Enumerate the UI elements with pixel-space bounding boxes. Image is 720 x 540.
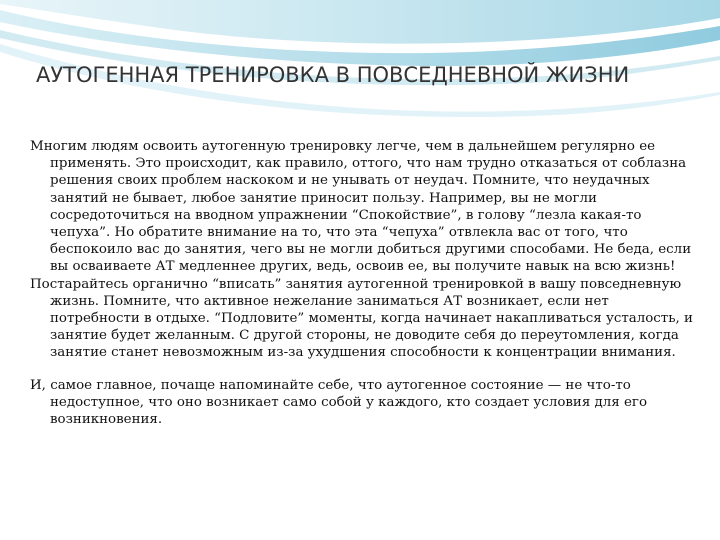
slide-body: [30, 138, 702, 428]
body-paragraph-3: И, самое главное, почаще напоминайте себе, что аутогенное состояние — не что-то недоступное, что оно возникает само собой у каждого, кто создает условия для его возникновения.: [30, 377, 648, 428]
slide-title: АУТОГЕННАЯ ТРЕНИРОВКА В ПОВСЕДНЕВНОЙ ЖИЗНИ: [36, 63, 630, 87]
body-paragraph-1: Многим людям освоить аутогенную тренировку легче, чем в дальнейшем регулярно ее применять. Это происходит, как правило, оттого, что нам трудно отказаться от соблазна решения своих проблем наскоком и не унывать от неудач. Помните, что неудачных занятий не бывает, любое занятие приносит пользу. Например, вы не могли сосредоточиться на вводном упражнении “Спокойствие”, в голову “лезла какая-то чепуха”. Но обратите внимание на то, что эта “чепуха” отвлекла вас от того, что беспокоило вас до занятия, чего вы не могли добиться другими способами. Не беда, если вы осваиваете АТ медленнее других, ведь, освоив ее, вы получите навык на всю жизнь!: [30, 139, 692, 275]
body-paragraph-2: Постарайтесь органично “вписать” занятия аутогенной тренировкой в вашу повседневную жизнь. Помните, что активное нежелание заниматься АТ возникает, если нет потребности в отдыхе. “Подловите” моменты, когда начинает накапливаться усталость, и занятие будет желанным. С другой стороны, не доводите себя до переутомления, когда занятие станет невозможным из-за ухудшения способности к концентрации внимания.: [30, 276, 693, 361]
